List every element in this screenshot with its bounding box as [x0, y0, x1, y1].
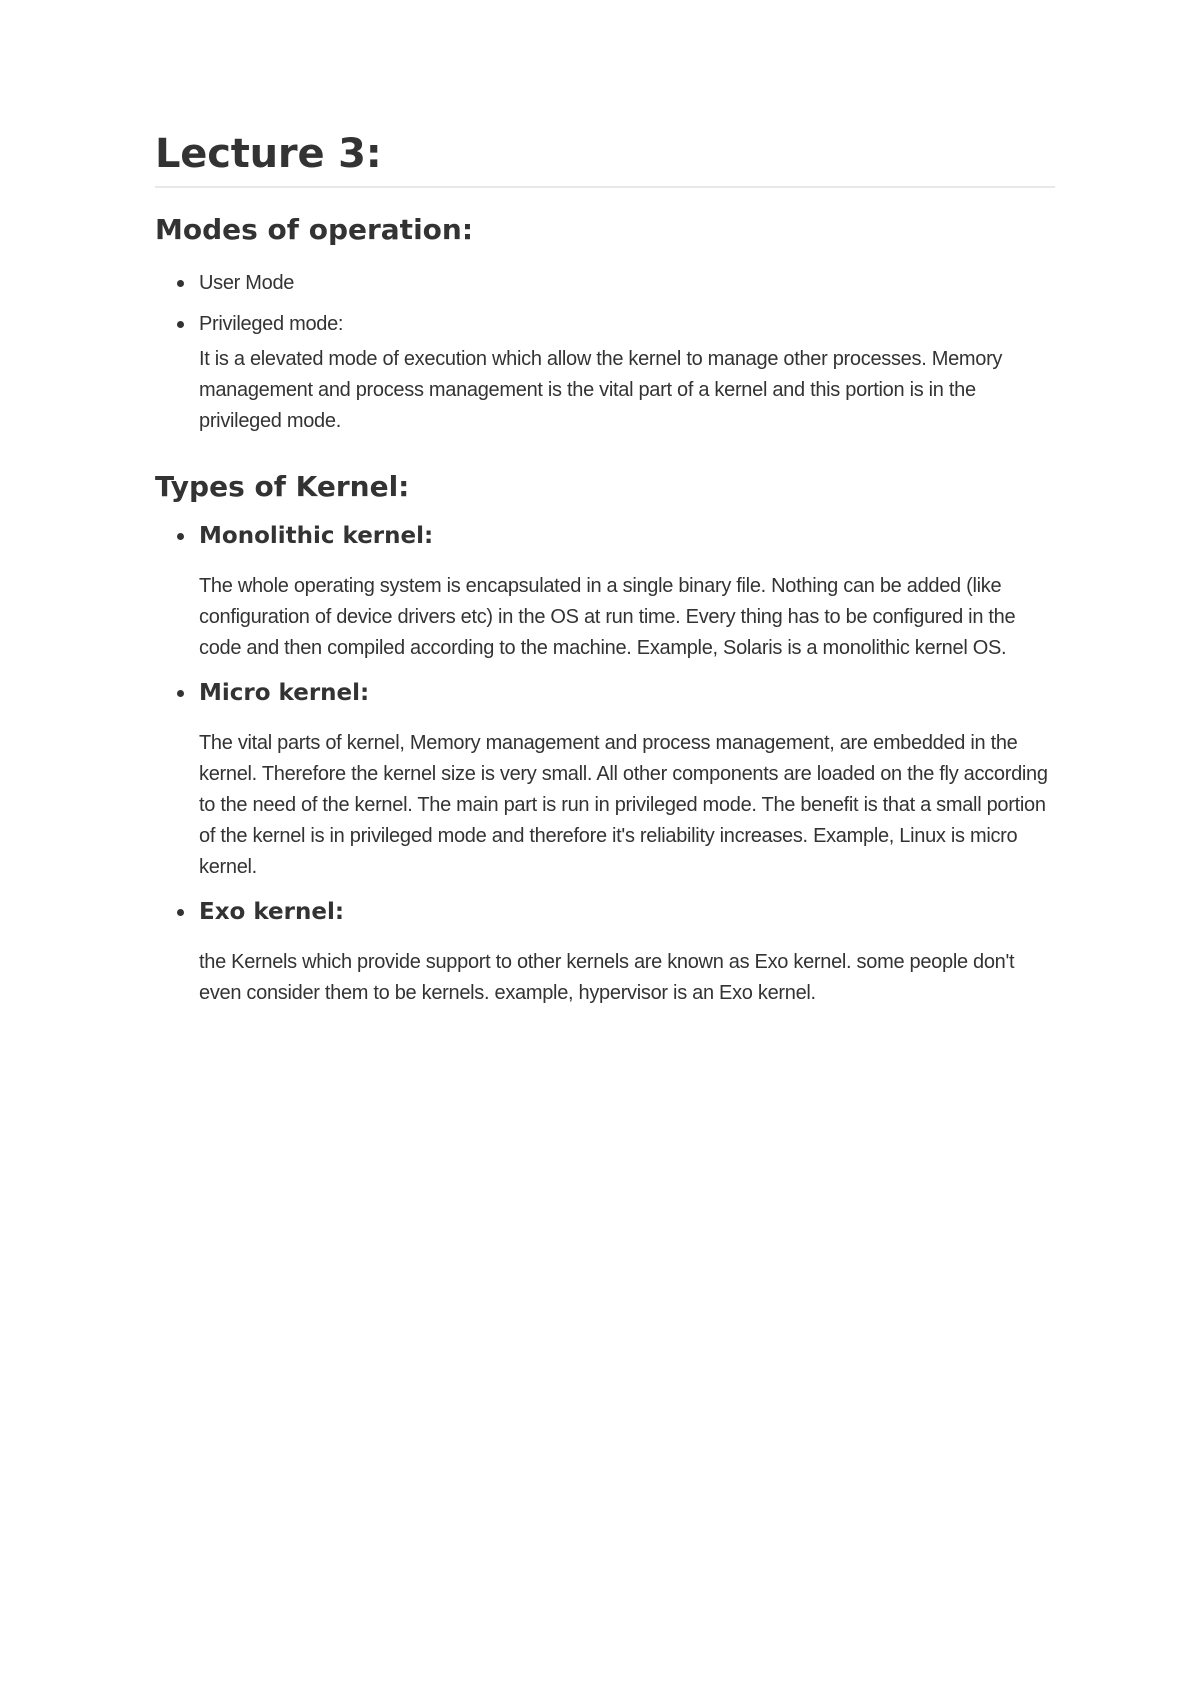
kernel-types-list — [155, 519, 1055, 1009]
document-page — [155, 128, 1055, 1021]
list-item-user-mode — [199, 268, 1055, 299]
bullet-icon — [177, 280, 184, 287]
bullet-icon — [177, 533, 184, 540]
kernel-item-title: Exo kernel: — [199, 899, 345, 925]
bullet-icon — [177, 321, 184, 328]
privileged-mode-description: It is a elevated mode of execution which allow the kernel to manage other processes. Memory management and process management is the vital part of a kernel and this portion is in the privileged mode. — [199, 348, 1003, 432]
kernel-item-description: The vital parts of kernel, Memory management and process management, are embedded in the kernel. Therefore the kernel size is very small. All other components are loaded on the fly according to the need of the kernel. The main part is run in privileged mode. The benefit is that a small portion of the kernel is in privileged mode and therefore it's reliability increases. Example, Linux is micro kernel. — [199, 732, 1048, 878]
kernel-item-micro — [199, 676, 1055, 883]
types-heading: Types of Kernel: — [155, 470, 410, 503]
kernel-item-description: The whole operating system is encapsulated in a single binary file. Nothing can be added (like configuration of device drivers etc) in the OS at run time. Every thing has to be configured in the code and then compiled according to the machine. Example, Solaris is a monolithic kernel OS. — [199, 575, 1016, 659]
list-item-privileged-mode — [199, 309, 1055, 437]
list-item-label: Privileged mode: — [199, 313, 344, 335]
kernel-item-exo — [199, 895, 1055, 1009]
kernel-item-title: Micro kernel: — [199, 680, 370, 706]
bullet-icon — [177, 909, 184, 916]
modes-list — [155, 268, 1055, 437]
list-item-label: User Mode — [199, 272, 295, 294]
kernel-item-description: the Kernels which provide support to other kernels are known as Exo kernel. some people don't even consider them to be kernels. example, hypervisor is an Exo kernel. — [199, 951, 1015, 1004]
bullet-icon — [177, 690, 184, 697]
kernel-item-monolithic — [199, 519, 1055, 664]
kernel-item-title: Monolithic kernel: — [199, 523, 434, 549]
page-title: Lecture 3: — [155, 128, 1055, 188]
modes-heading: Modes of operation: — [155, 213, 474, 246]
